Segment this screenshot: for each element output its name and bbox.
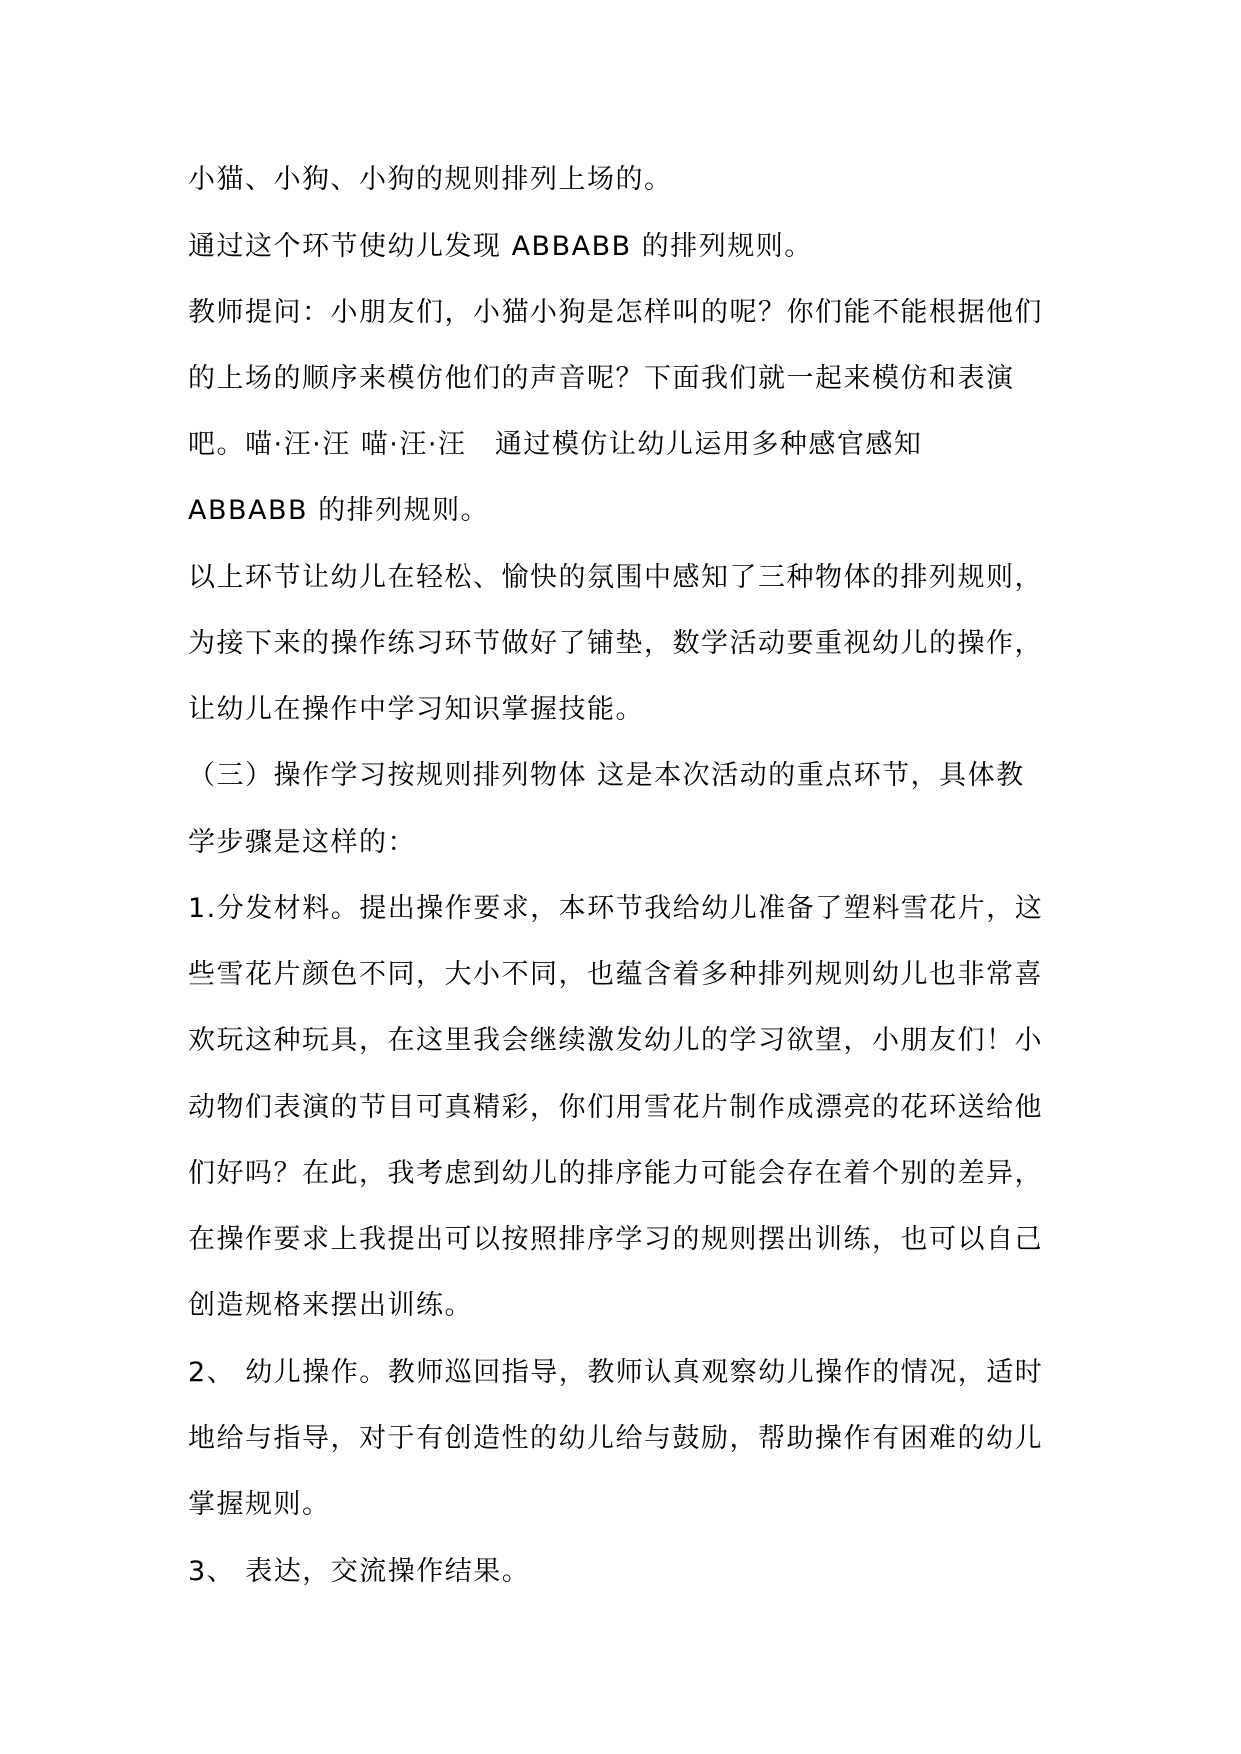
text-line: 些雪花片颜色不同，大小不同，也蕴含着多种排列规则幼儿也非常喜 <box>188 959 1043 990</box>
text-line: 教师提问：小朋友们，小猫小狗是怎样叫的呢？你们能不能根据他们 <box>188 297 1043 328</box>
text-line: 欢玩这种玩具，在这里我会继续激发幼儿的学习欲望，小朋友们！小 <box>188 1025 1043 1056</box>
text-line: 动物们表演的节目可真精彩，你们用雪花片制作成漂亮的花环送给他 <box>188 1092 1043 1123</box>
text-line: 创造规格来摆出训练。 <box>188 1290 473 1321</box>
text-line: 通过这个环节使幼儿发现 ABBABB 的排列规则。 <box>188 231 813 262</box>
text-line: 学步骤是这样的： <box>188 827 416 858</box>
text-line: 3、 表达，交流操作结果。 <box>188 1556 531 1587</box>
text-line: 的上场的顺序来模仿他们的声音呢？下面我们就一起来模仿和表演 <box>188 363 1015 394</box>
text-line: 以上环节让幼儿在轻松、愉快的氛围中感知了三种物体的排列规则， <box>188 562 1043 593</box>
text-line: 掌握规则。 <box>188 1489 331 1520</box>
text-line: 1.分发材料。提出操作要求，本环节我给幼儿准备了塑料雪花片，这 <box>188 893 1044 924</box>
text-line: 让幼儿在操作中学习知识掌握技能。 <box>188 694 644 725</box>
text-line: ABBABB 的排列规则。 <box>188 495 490 526</box>
text-line: 小猫、小狗、小狗的规则排列上场的。 <box>188 164 673 195</box>
text-line: 在操作要求上我提出可以按照排序学习的规则摆出训练，也可以自己 <box>188 1224 1043 1255</box>
text-line: 吧。喵·汪·汪 喵·汪·汪 通过模仿让幼儿运用多种感官感知 <box>188 429 923 460</box>
text-line: 们好吗？在此，我考虑到幼儿的排序能力可能会存在着个别的差异， <box>188 1158 1043 1189</box>
text-line: 2、 幼儿操作。教师巡回指导，教师认真观察幼儿操作的情况，适时 <box>188 1357 1044 1388</box>
text-line: 为接下来的操作练习环节做好了铺垫，数学活动要重视幼儿的操作， <box>188 628 1043 659</box>
text-line: 地给与指导，对于有创造性的幼儿给与鼓励，帮助操作有困难的幼儿 <box>188 1423 1043 1454</box>
text-line: （三）操作学习按规则排列物体 这是本次活动的重点环节，具体教 <box>188 760 1025 791</box>
